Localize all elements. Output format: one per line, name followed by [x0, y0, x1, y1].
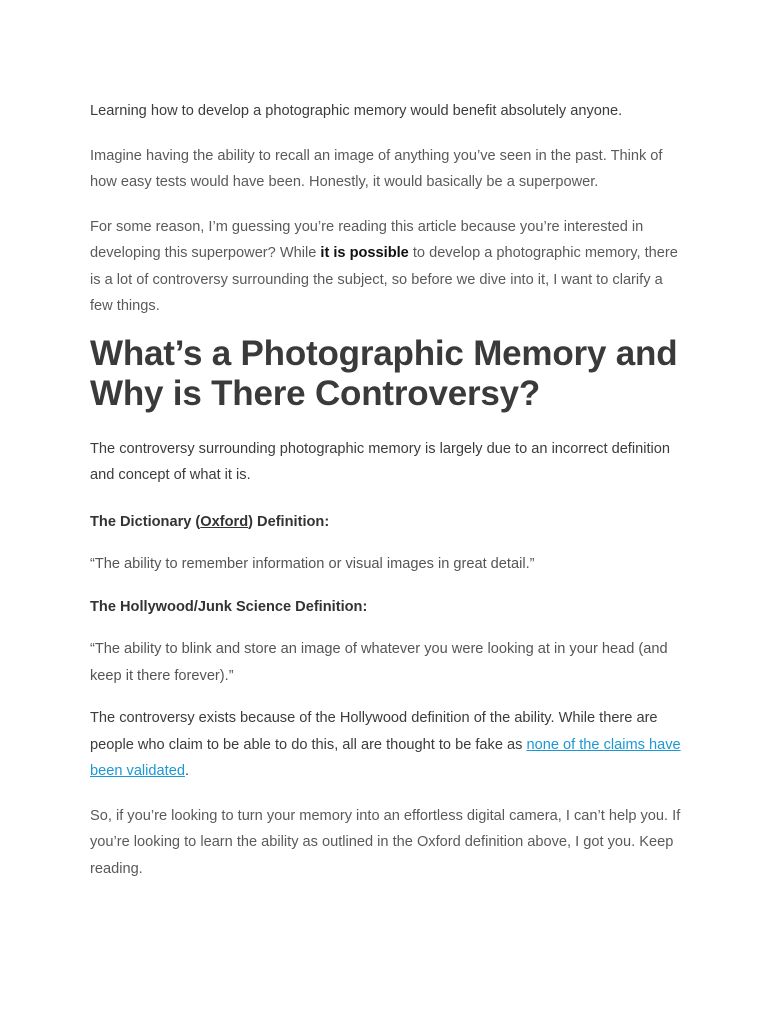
emphasis-it-is-possible: it is possible: [320, 245, 409, 261]
controversy-exists-end: .: [184, 763, 190, 779]
claims-not-validated-link[interactable]: none of the claims have been validated: [90, 736, 681, 779]
hollywood-definition-label: The Hollywood/Junk Science Definition:: [90, 598, 368, 615]
reason-text-end: to develop a photographic memory, there is a lot of controversy surrounding the subject, so before we dive into it, I want to clarify a few things.: [90, 245, 678, 314]
section-heading: What’s a Photographic Memory and Why is There Controversy?: [90, 333, 678, 413]
dictionary-definition-label: [90, 509, 682, 536]
dictionary-label-start: The Dictionary (: [90, 513, 201, 530]
reason-text-start: For some reason, I’m guessing you’re reading this article because you’re interested in developing this superpower? While: [90, 218, 644, 261]
closing-paragraph: So, if you’re looking to turn your memory into an effortless digital camera, I can’t help you. If you’re looking to learn the ability as outlined in the Oxford definition above, I got you. Keep reading.: [90, 807, 681, 877]
reason-paragraph: [90, 214, 682, 320]
hollywood-definition-quote: “The ability to blink and store an image of whatever you were looking at in your head (and keep it there forever).”: [90, 641, 668, 684]
controversy-exists-start: The controversy exists because of the Hollywood definition of the ability. While there are people who claim to be able to do this, all are thought to be fake as: [90, 710, 658, 753]
controversy-exists-paragraph: [90, 705, 682, 785]
controversy-intro-paragraph: The controversy surrounding photographic memory is largely due to an incorrect definition and concept of what it is.: [90, 440, 670, 483]
article-body: [90, 98, 682, 882]
oxford-link[interactable]: Oxford: [200, 513, 249, 530]
dictionary-label-end: ) Definition:: [248, 513, 330, 530]
imagine-paragraph: Imagine having the ability to recall an image of anything you’ve seen in the past. Think of how easy tests would have been. Honestly, it would basically be a superpower.: [90, 147, 663, 190]
intro-paragraph: Learning how to develop a photographic memory would benefit absolutely anyone.: [90, 103, 623, 119]
dictionary-definition-quote: “The ability to remember information or visual images in great detail.”: [90, 556, 535, 572]
